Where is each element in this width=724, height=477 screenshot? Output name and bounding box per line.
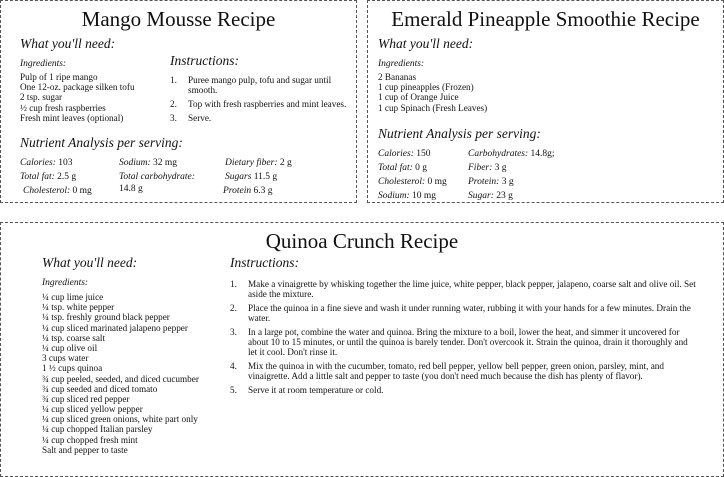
list-item: ½ cup fresh raspberries bbox=[20, 102, 106, 113]
mango-nutrient-heading: Nutrient Analysis per serving: bbox=[20, 135, 183, 150]
list-item: ¾ cup seeded and diced tomato bbox=[42, 383, 158, 394]
smoothie-ingredient-list bbox=[378, 72, 487, 113]
list-item: ¼ tsp. white pepper bbox=[42, 302, 115, 313]
mango-mousse-card bbox=[0, 0, 357, 203]
list-item: 3 cups water bbox=[42, 353, 89, 364]
list-item: ¼ cup sliced marinated jalapeno pepper bbox=[42, 322, 188, 333]
instruction-step: 4. Mix the quinoa in with the cucumber, tomato, red bell pepper, yellow bell pepper, green onion, parsley, mint, and vinaigrette. Add a little salt and pepper to taste (you don't need much because the dish has plenty of flavor). bbox=[230, 361, 664, 381]
list-item: ¼ cup olive oil bbox=[42, 342, 98, 353]
instruction-step: 2. Top with fresh raspberries and mint leaves. bbox=[170, 99, 347, 109]
quinoa-card bbox=[0, 222, 724, 477]
mango-sodium: Sodium: 32 mg bbox=[119, 158, 178, 168]
mango-calories: Calories: 103 bbox=[20, 158, 73, 168]
smoothie-title: Emerald Pineapple Smoothie Recipe bbox=[391, 7, 700, 31]
list-item: 1 cup pineapples (Frozen) bbox=[378, 82, 474, 93]
quinoa-title: Quinoa Crunch Recipe bbox=[265, 229, 459, 253]
smoothie-sodium: Sodium: 10 mg bbox=[378, 191, 437, 201]
smoothie-nutrient-heading: Nutrient Analysis per serving: bbox=[378, 126, 541, 141]
mango-carbohydrate-value: 14.8 g bbox=[119, 184, 143, 194]
list-item: ¼ cup lime juice bbox=[42, 292, 104, 302]
mango-protein: Protein 6.3 g bbox=[223, 186, 273, 196]
list-item: ¼ cup sliced green onions, white part only bbox=[42, 414, 198, 425]
smoothie-ingredients-label: Ingredients: bbox=[378, 59, 425, 69]
list-item: 2 tsp. sugar bbox=[20, 92, 63, 103]
mango-instructions-heading: Instructions: bbox=[170, 53, 239, 68]
mango-ingredient-list bbox=[20, 72, 135, 123]
list-item: ¼ cup sliced yellow pepper bbox=[42, 404, 143, 415]
list-item: One 12-oz. package silken tofu bbox=[20, 82, 135, 93]
quinoa-ingredient-list bbox=[42, 292, 199, 455]
mango-title: Mango Mousse Recipe bbox=[81, 7, 276, 31]
mango-need-heading: What you'll need: bbox=[20, 36, 116, 51]
smoothie-carbohydrates: Carbohydrates: 14.8g; bbox=[468, 149, 555, 159]
list-item: ¾ cup sliced red pepper bbox=[42, 393, 130, 404]
quinoa-ingredients-label: Ingredients: bbox=[42, 278, 89, 288]
quinoa-need-heading: What you'll need: bbox=[42, 255, 138, 270]
list-item: 2 Bananas bbox=[378, 72, 417, 82]
list-item: Salt and pepper to taste bbox=[42, 444, 128, 455]
instruction-step: 2. Place the quinoa in a fine sieve and wash it under running water, rubbing it with your hands for a few minutes. Drain the water. bbox=[230, 303, 691, 323]
mango-fiber: Dietary fiber: 2 g bbox=[225, 158, 292, 168]
smoothie-fat: Total fat: 0 g bbox=[378, 163, 428, 173]
instruction-step: 5. Serve it at room temperature or cold. bbox=[230, 385, 384, 395]
smoothie-cholesterol: Cholesterol: 0 mg bbox=[378, 177, 447, 187]
mango-sugars: Sugars 11.5 g bbox=[225, 172, 278, 182]
list-item: ¼ cup chopped fresh mint bbox=[42, 434, 138, 445]
instruction-step: 1. Make a vinaigrette by whisking together the lime juice, white pepper, black pepper, jalapeno, coarse salt and olive oil. Set aside the mixture. bbox=[230, 279, 696, 299]
list-item: Fresh mint leaves (optional) bbox=[20, 112, 124, 123]
mango-instruction-list bbox=[170, 75, 350, 127]
list-item: 1 cup Spinach (Fresh Leaves) bbox=[378, 102, 488, 113]
smoothie-need-heading: What you'll need: bbox=[378, 36, 474, 51]
smoothie-fiber: Fiber: 3 g bbox=[468, 163, 507, 173]
list-item: ¼ tsp. coarse salt bbox=[42, 332, 106, 343]
list-item: ¼ tsp. freshly ground black pepper bbox=[42, 312, 170, 323]
smoothie-calories: Calories: 150 bbox=[378, 149, 431, 159]
list-item: Pulp of 1 ripe mango bbox=[20, 72, 98, 82]
instruction-step: 3. In a large pot, combine the water and quinoa. Bring the mixture to a boil, lower the heat, and simmer it uncovered for about 10 to 15 minutes, or until the quinoa is barely tender. Don't overcook it. Strain the quinoa, drain it thoroughly and let it cool. Don't rinse it. bbox=[230, 327, 688, 357]
list-item: ¾ cup peeled, seeded, and diced cucumber bbox=[42, 373, 199, 384]
mango-cholesterol: Cholesterol: 0 mg bbox=[23, 186, 92, 196]
list-item: ¼ cup chopped Italian parsley bbox=[42, 424, 153, 435]
list-item: 1 cup of Orange Juice bbox=[378, 92, 459, 103]
smoothie-card bbox=[367, 0, 724, 203]
mango-carbohydrate: Total carbohydrate: bbox=[119, 172, 195, 182]
quinoa-instruction-list bbox=[230, 279, 696, 399]
quinoa-instructions-heading: Instructions: bbox=[230, 255, 299, 270]
smoothie-sugar: Sugar: 23 g bbox=[468, 191, 513, 201]
instruction-step: 1. Puree mango pulp, tofu and sugar until smooth. bbox=[170, 75, 332, 95]
instruction-step: 3. Serve. bbox=[170, 113, 212, 123]
mango-fat: Total fat: 2.5 g bbox=[20, 172, 77, 182]
smoothie-protein: Protein: 3 g bbox=[468, 177, 514, 187]
mango-ingredients-label: Ingredients: bbox=[20, 59, 67, 69]
list-item: 1 ½ cups quinoa bbox=[42, 363, 103, 374]
